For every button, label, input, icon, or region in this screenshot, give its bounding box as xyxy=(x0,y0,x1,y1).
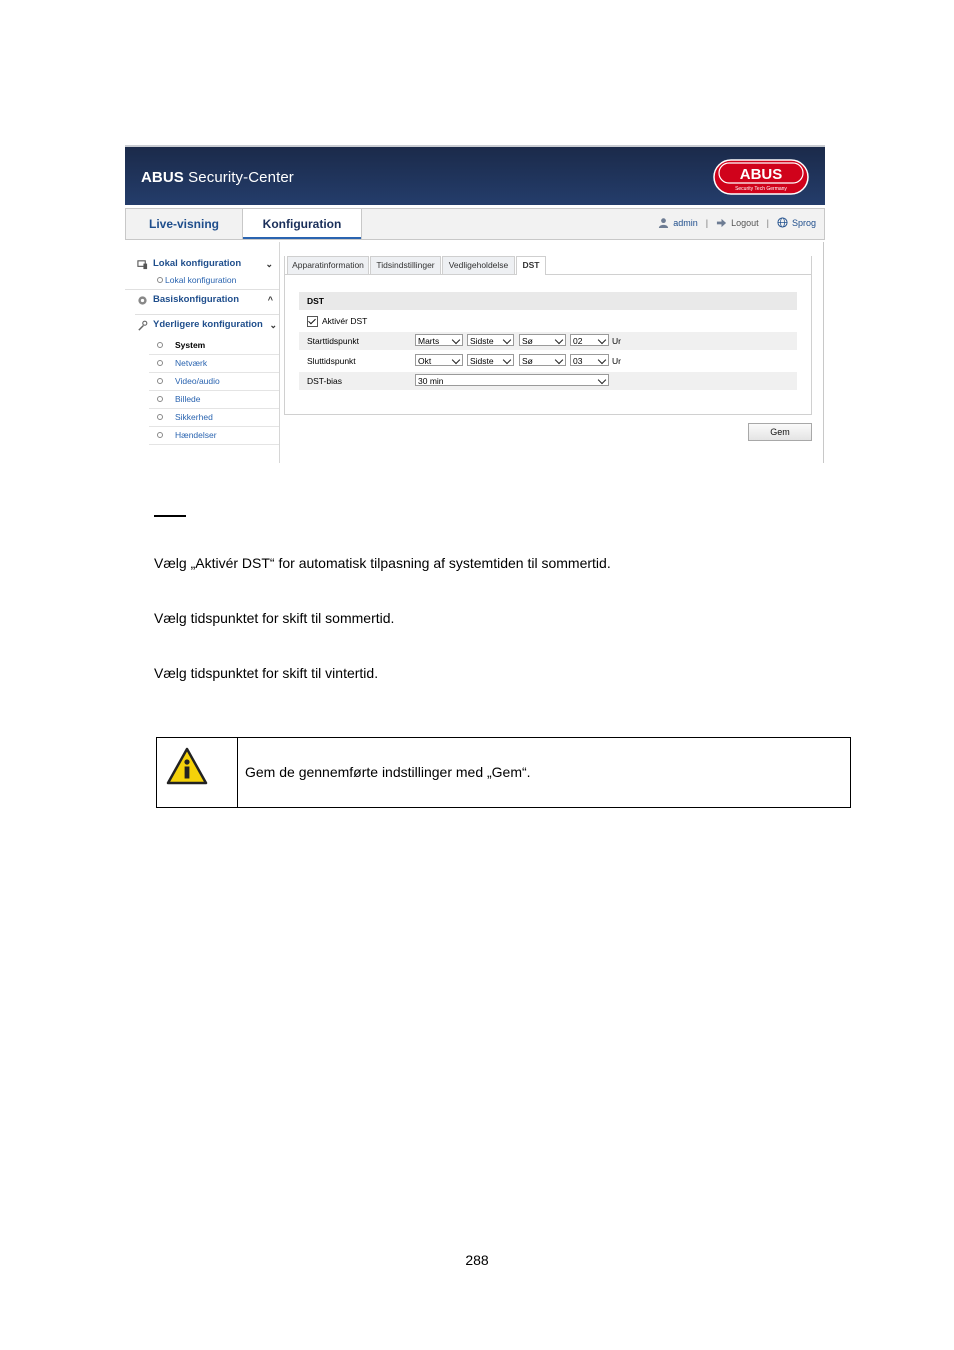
logout-icon xyxy=(716,217,727,228)
sidebar-section-lokal[interactable]: Lokal konfiguration ⌄ xyxy=(135,256,279,272)
globe-icon xyxy=(777,217,788,228)
main-nav xyxy=(125,208,825,240)
tab-konfiguration[interactable]: Konfiguration xyxy=(242,209,362,239)
underline-rule xyxy=(154,515,186,517)
sidebar-section-yderligere[interactable]: Yderligere konfiguration ⌄ xyxy=(135,317,279,335)
end-time-label: Sluttidspunkt xyxy=(307,356,356,366)
start-day-select[interactable]: Sø xyxy=(519,334,566,346)
header-banner xyxy=(125,147,825,205)
start-time-row xyxy=(299,332,797,350)
start-time-label: Starttidspunkt xyxy=(307,336,359,346)
user-icon xyxy=(658,217,669,228)
chevron-down-icon: ⌄ xyxy=(269,320,277,330)
start-month-select[interactable]: Marts xyxy=(415,334,463,346)
tab-dst[interactable]: DST xyxy=(516,256,546,275)
sidebar-divider xyxy=(279,242,280,463)
sidebar-section-basis[interactable]: Basiskonfiguration ^ xyxy=(135,292,279,315)
start-week-select[interactable]: Sidste xyxy=(467,334,514,346)
separator: | xyxy=(705,217,709,228)
chevron-down-icon: ⌄ xyxy=(265,259,273,269)
separator: | xyxy=(766,217,769,228)
enable-dst-label: Aktivér DST xyxy=(322,316,368,326)
sidebar-item-video-audio[interactable]: Video/audio xyxy=(149,373,279,391)
language-link[interactable]: Sprog xyxy=(791,217,816,228)
screenshot xyxy=(125,145,825,463)
end-time-row xyxy=(299,352,797,370)
sidebar-item-haendelser[interactable]: Hændelser xyxy=(149,427,279,445)
doc-paragraph-2: Vælg tidspunktet for skift til sommertid. xyxy=(154,610,395,626)
content-tabs xyxy=(285,256,811,275)
sidebar xyxy=(135,256,279,445)
enable-dst-checkbox[interactable] xyxy=(307,316,318,327)
bullet-icon xyxy=(157,414,163,420)
section-title: DST xyxy=(299,292,797,310)
start-hour-unit: Ur xyxy=(612,336,621,346)
note-text: Gem de gennemførte indstillinger med „Gem“. xyxy=(245,764,531,780)
end-hour-unit: Ur xyxy=(612,356,621,366)
page-number: 288 xyxy=(465,1252,489,1268)
bullet-icon xyxy=(157,342,163,348)
tab-live-visning[interactable]: Live-visning xyxy=(148,217,219,231)
note-box xyxy=(156,737,851,808)
tab-apparatinformation[interactable]: Apparatinformation xyxy=(287,256,369,274)
tab-vedligeholdelse[interactable]: Vedligeholdelse xyxy=(442,256,515,274)
start-hour-select[interactable]: 02 xyxy=(570,334,609,346)
bullet-icon xyxy=(157,360,163,366)
bullet-icon xyxy=(157,378,163,384)
save-button[interactable]: Gem xyxy=(748,423,812,441)
dst-bias-select[interactable]: 30 min xyxy=(415,374,609,386)
dst-bias-row xyxy=(299,372,797,390)
end-week-select[interactable]: Sidste xyxy=(467,354,514,366)
doc-paragraph-3: Vælg tidspunktet for skift til vintertid. xyxy=(154,665,379,681)
wrench-icon xyxy=(137,320,148,331)
logout-link[interactable]: Logout xyxy=(731,217,759,228)
bullet-icon xyxy=(157,277,163,283)
abus-logo xyxy=(713,159,809,195)
doc-paragraph-1: Vælg „Aktivér DST“ for automatisk tilpasning af systemtiden til sommertid. xyxy=(154,555,611,571)
dst-bias-label: DST-bias xyxy=(307,376,342,386)
dst-form xyxy=(299,292,797,390)
user-bar xyxy=(658,217,816,228)
sidebar-item-sikkerhed[interactable]: Sikkerhed xyxy=(149,409,279,427)
note-icon-cell xyxy=(157,738,238,807)
bullet-icon xyxy=(157,396,163,402)
svg-text:ABUS: ABUS xyxy=(739,166,783,183)
app-title: ABUS Security-Center xyxy=(141,169,294,186)
content-panel xyxy=(284,256,812,415)
sidebar-item-system[interactable]: System xyxy=(149,337,279,355)
end-hour-select[interactable]: 03 xyxy=(570,354,609,366)
warning-info-icon xyxy=(166,747,208,785)
enable-dst-row xyxy=(299,312,797,330)
chevron-up-icon: ^ xyxy=(267,295,273,305)
tab-tidsindstillinger[interactable]: Tidsindstillinger xyxy=(370,256,441,274)
gear-icon xyxy=(137,295,148,306)
end-month-select[interactable]: Okt xyxy=(415,354,463,366)
svg-text:Security Tech Germany: Security Tech Germany xyxy=(735,186,787,192)
config-area xyxy=(125,242,824,463)
bullet-icon xyxy=(157,432,163,438)
sidebar-item-netvaerk[interactable]: Netværk xyxy=(149,355,279,373)
sidebar-item-lokal-konfiguration[interactable]: Lokal konfiguration xyxy=(125,272,279,290)
end-day-select[interactable]: Sø xyxy=(519,354,566,366)
user-link[interactable]: admin xyxy=(673,217,698,228)
sidebar-item-billede[interactable]: Billede xyxy=(149,391,279,409)
computer-icon xyxy=(137,259,148,270)
